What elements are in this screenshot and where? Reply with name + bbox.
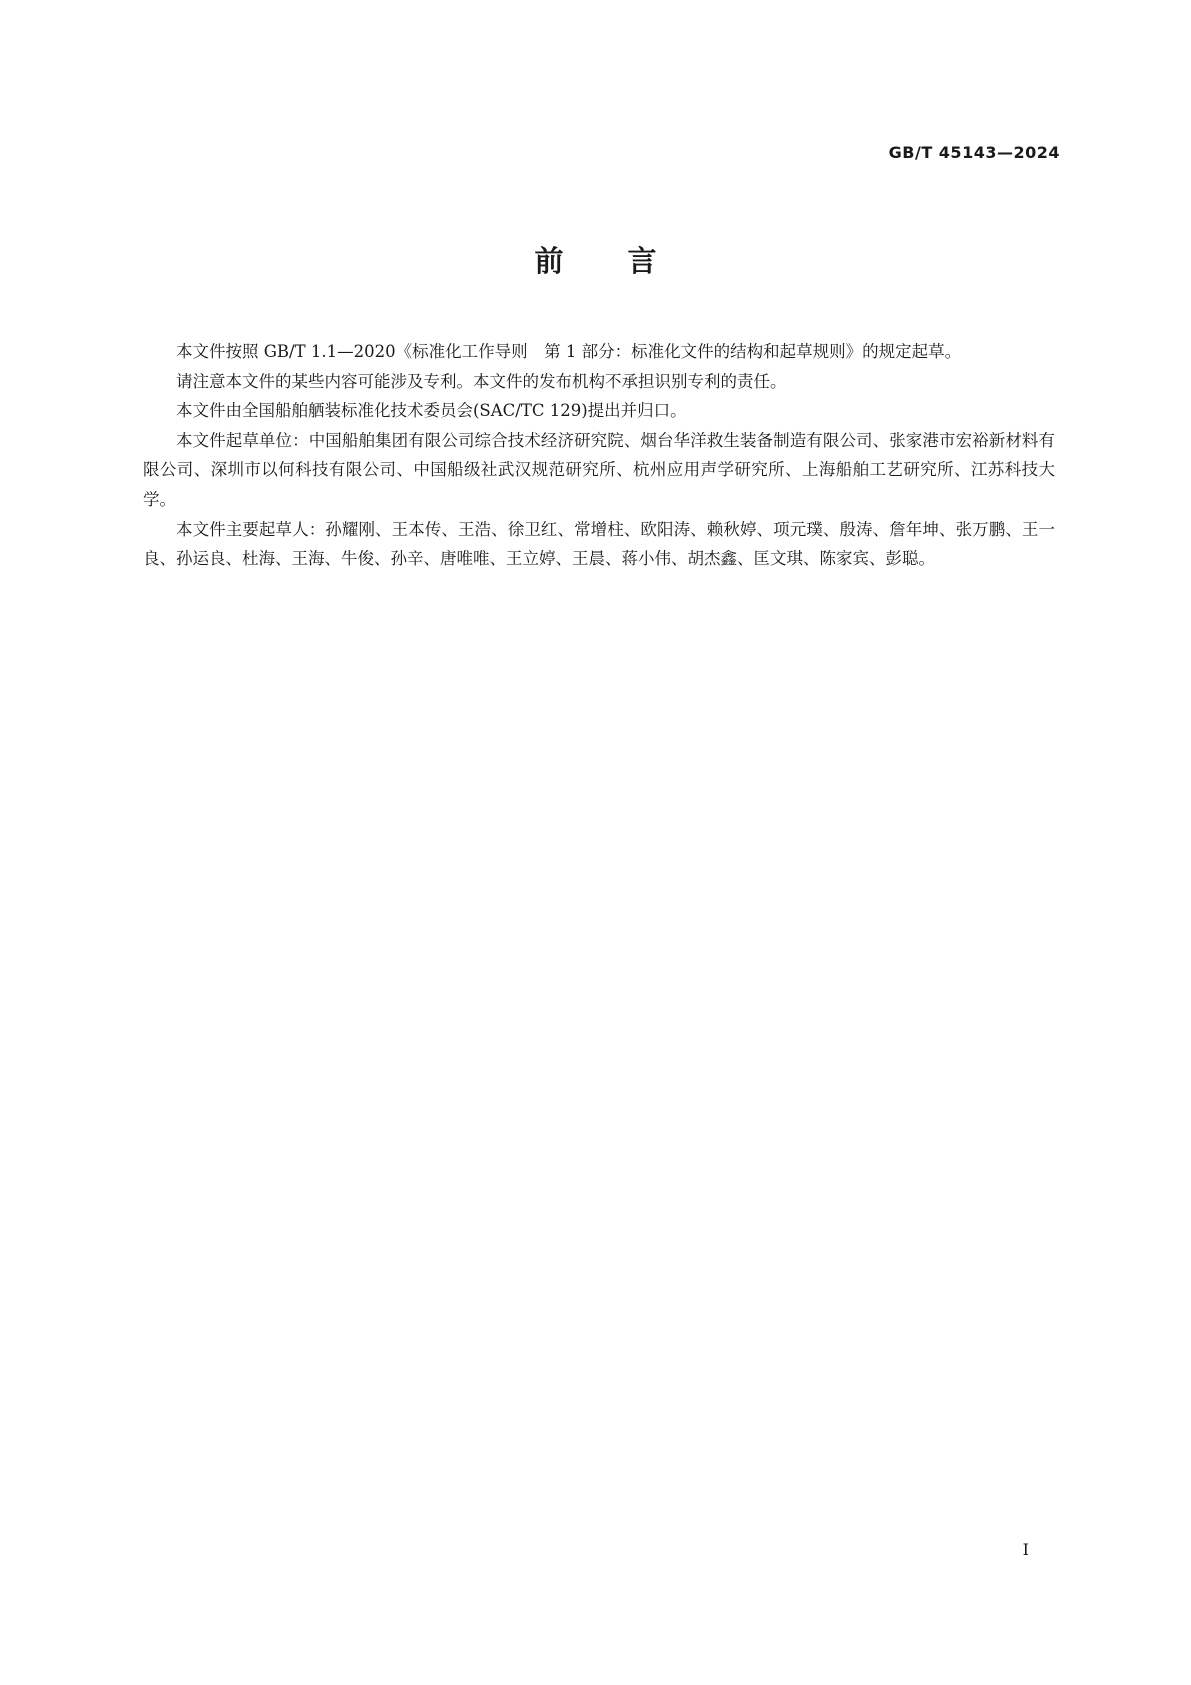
paragraph-proposer: 本文件由全国船舶舾装标准化技术委员会(SAC/TC 129)提出并归口。 [176,401,687,421]
paragraph-patent-notice: 请注意本文件的某些内容可能涉及专利。本文件的发布机构不承担识别专利的责任。 [176,371,787,391]
page-number: I [1022,1540,1029,1559]
foreword-body [143,337,1055,574]
paragraph-drafters: 本文件主要起草人：孙耀刚、王本传、王浩、徐卫红、常增柱、欧阳涛、赖秋婷、项元璞、殷涛、詹年坤、张万鹏、王一良、孙运良、杜海、王海、牛俊、孙辛、唐唯唯、王立婷、王晨、蒋小伟、胡杰鑫、匡文琪、陈家宾、彭聪。 [143,519,1055,569]
paragraph-drafting-units: 本文件起草单位：中国船舶集团有限公司综合技术经济研究院、烟台华洋救生装备制造有限公司、张家港市宏裕新材料有限公司、深圳市以何科技有限公司、中国船级社武汉规范研究所、杭州应用声学研究所、上海船舶工艺研究所、江苏科技大学。 [143,430,1055,509]
page-title: 前言 [534,244,721,278]
paragraph-drafting-rules: 本文件按照 GB/T 1.1—2020《标准化工作导则 第 1 部分：标准化文件的结构和起草规则》的规定起草。 [176,342,962,361]
standard-code: GB/T 45143—2024 [888,143,1060,162]
